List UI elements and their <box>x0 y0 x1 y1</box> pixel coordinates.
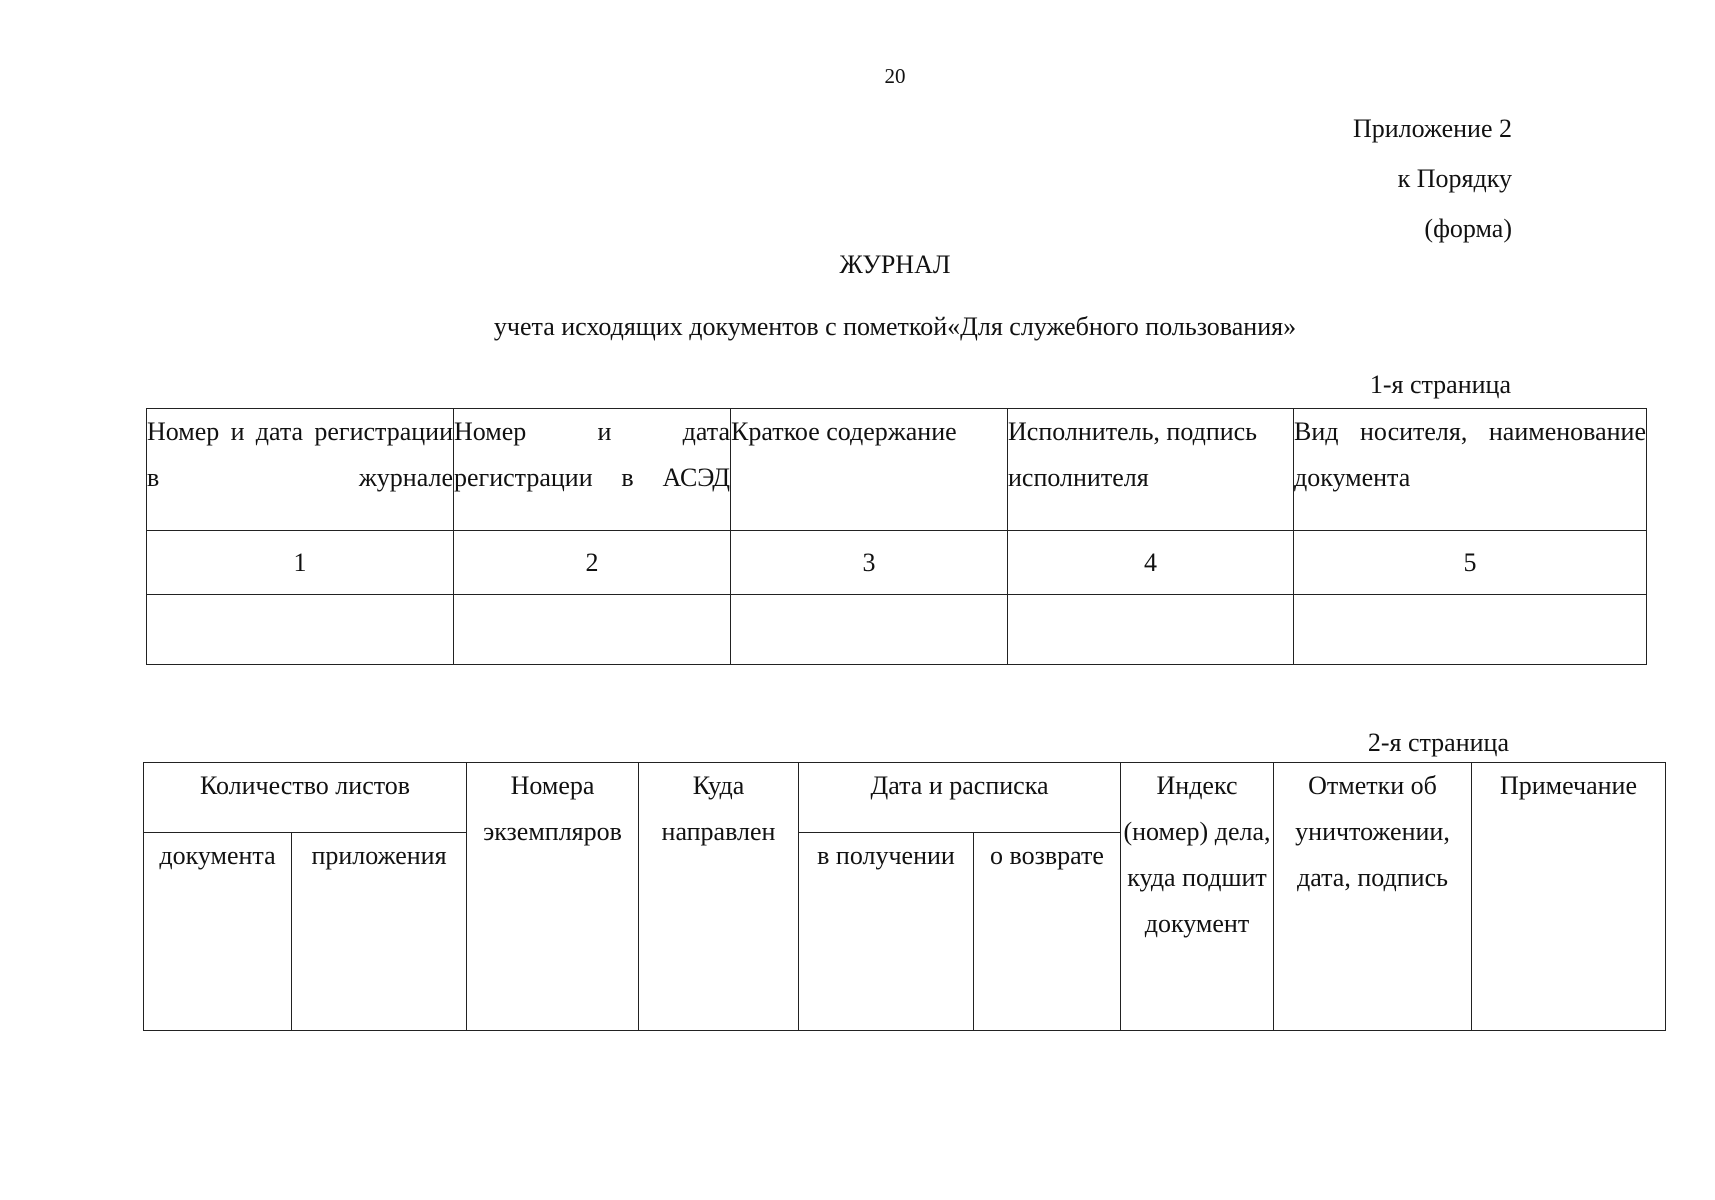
appendix-line-1: Приложение 2 <box>1352 114 1512 143</box>
column-number: 2 <box>454 531 731 595</box>
column-number: 1 <box>147 531 454 595</box>
header-cell-4: Исполнитель, подпись исполнителя <box>1008 409 1294 531</box>
index-header: Индекс (номер) дела, куда подшит документ <box>1121 763 1274 1031</box>
empty-cell <box>147 595 454 665</box>
appendix-block <box>1353 104 1512 254</box>
document-title: ЖУРНАЛ <box>839 250 951 279</box>
sheets-appendix-header: приложения <box>292 833 467 1031</box>
header-cell-2: Номер и дата регистрации в АСЭД <box>454 409 731 531</box>
page1-label: 1-я страница <box>1369 370 1511 399</box>
document-subtitle: учета исходящих документов с пометкой«Для служебного пользования» <box>493 312 1297 341</box>
copies-header: Номера экземпляров <box>467 763 639 1031</box>
page1-empty-row <box>147 595 1647 665</box>
sent-to-header: Куда направлен <box>639 763 799 1031</box>
header-cell-1: Номер и дата регистрации в журнале <box>147 409 454 531</box>
page2-table <box>143 762 1666 1031</box>
header-cell-3: Краткое содержание <box>731 409 1008 531</box>
appendix-line-3: (форма) <box>1424 214 1512 243</box>
empty-cell <box>454 595 731 665</box>
column-number: 5 <box>1294 531 1647 595</box>
page2-header-row-1 <box>144 763 1666 833</box>
column-number: 3 <box>731 531 1008 595</box>
empty-cell <box>1008 595 1294 665</box>
page1-table <box>146 408 1647 665</box>
receipt-header: Дата и расписка <box>799 763 1121 833</box>
appendix-line-2: к Порядку <box>1397 164 1512 193</box>
empty-cell <box>731 595 1008 665</box>
sheets-document-header: документа <box>144 833 292 1031</box>
sheets-count-header: Количество листов <box>144 763 467 833</box>
note-header: Примечание <box>1472 763 1666 1031</box>
page1-number-row <box>147 531 1647 595</box>
receipt-received-header: в получении <box>799 833 974 1031</box>
page2-label: 2-я страница <box>1367 728 1509 757</box>
receipt-returned-header: о возврате <box>974 833 1121 1031</box>
column-number: 4 <box>1008 531 1294 595</box>
destruction-header: Отметки об уничтожении, дата, подпись <box>1274 763 1472 1031</box>
page-number: 20 <box>884 64 906 88</box>
empty-cell <box>1294 595 1647 665</box>
page1-header-row <box>147 409 1647 531</box>
header-cell-5: Вид носителя, наименование документа <box>1294 409 1647 531</box>
